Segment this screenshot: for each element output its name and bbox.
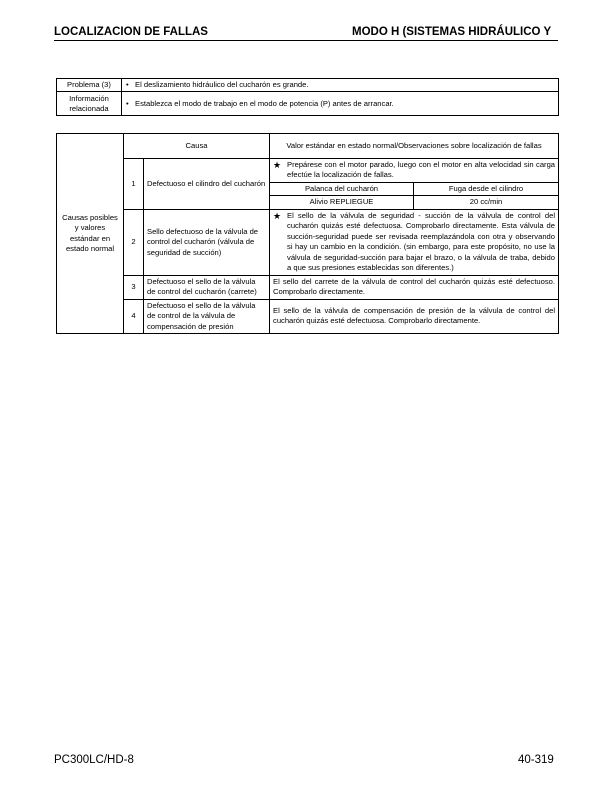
cause-number: 1 (124, 159, 144, 210)
measure-leak-value: 20 cc/min (414, 196, 559, 209)
cause-row-1 (57, 159, 559, 183)
value-column-header: Valor estándar en estado normal/Observaciones sobre localización de fallas (270, 134, 559, 159)
cause-row-3 (57, 275, 559, 299)
star-icon: ★ (273, 160, 282, 170)
cause-note-text: El sello de la válvula de seguridad - succión de la válvula de control del cucharón quizás esté defectuosa. Comprobarlo directamente. Esta válvula de succión-seguridad puede ser revisada reemplazándola con otra y observando si hay un cambio en la condición. (sin embargo, para este propósito, no use la válvula de seguridad-succión para bajar el brazo, o la válvula de traba, debido a que sus presiones establecidas son diferentes.) (287, 210, 556, 273)
info-row (57, 92, 559, 116)
info-text: Establezca el modo de trabajo en el modo de potencia (P) antes de arrancar. (135, 98, 394, 108)
cause-number: 2 (124, 209, 144, 275)
bullet-icon: • (126, 98, 129, 108)
causes-table (56, 133, 559, 334)
cause-note: El sello de la válvula de compensación de presión de la válvula de control del cucharón quizás esté defectuosa. Comprobarlo directamente. (270, 299, 559, 333)
page-header-mode: MODO H (SISTEMAS HIDRÁULICO Y (352, 26, 552, 38)
problem-text-cell (122, 79, 559, 92)
cause-description: Sello defectuoso de la válvula de control del cucharón (válvula de seguridad de succión) (144, 209, 270, 275)
cause-number: 4 (124, 299, 144, 333)
problem-table (56, 78, 559, 116)
bullet-icon: • (126, 80, 129, 89)
causes-header-row (57, 134, 559, 159)
cause-description: Defectuoso el sello de la válvula de control del cucharón (carrete) (144, 275, 270, 299)
cause-column-header: Causa (124, 134, 270, 159)
problem-row (57, 79, 559, 92)
page-header-section: LOCALIZACION DE FALLAS (54, 26, 208, 38)
footer-model: PC300LC/HD-8 (54, 754, 134, 766)
cause-number: 3 (124, 275, 144, 299)
cause-note (270, 209, 559, 275)
cause-description: Defectuoso el cilindro del cucharón (144, 159, 270, 210)
measure-header-lever: Palanca del cucharón (270, 182, 414, 195)
cause-note-text: Prepárese con el motor parado, luego con el motor en alta velocidad sin carga efectúe la localización de fallas. (287, 160, 556, 180)
footer-page-number: 40-319 (518, 754, 554, 766)
measure-lever-value: Alivio REPLIEGUE (270, 196, 414, 209)
cause-row-4 (57, 299, 559, 333)
cause-note (270, 159, 559, 183)
cause-description: Defectuoso el sello de la válvula de control de la válvula de compensación de presión (144, 299, 270, 333)
causes-side-label: Causas posibles y valores estándar en estado normal (57, 134, 124, 334)
star-icon: ★ (273, 210, 282, 221)
cause-note: El sello del carrete de la válvula de control del cucharón quizás esté defectuoso. Comprobarlo directamente. (270, 275, 559, 299)
header-rule (54, 40, 558, 41)
measure-header-leak: Fuga desde el cilindro (414, 182, 559, 195)
info-text-cell (122, 92, 559, 116)
cause-row-2 (57, 209, 559, 275)
problem-text: El deslizamiento hidráulico del cucharón es grande. (135, 80, 309, 89)
problem-label: Problema (3) (57, 79, 122, 92)
info-label: Información relacionada (57, 92, 122, 116)
